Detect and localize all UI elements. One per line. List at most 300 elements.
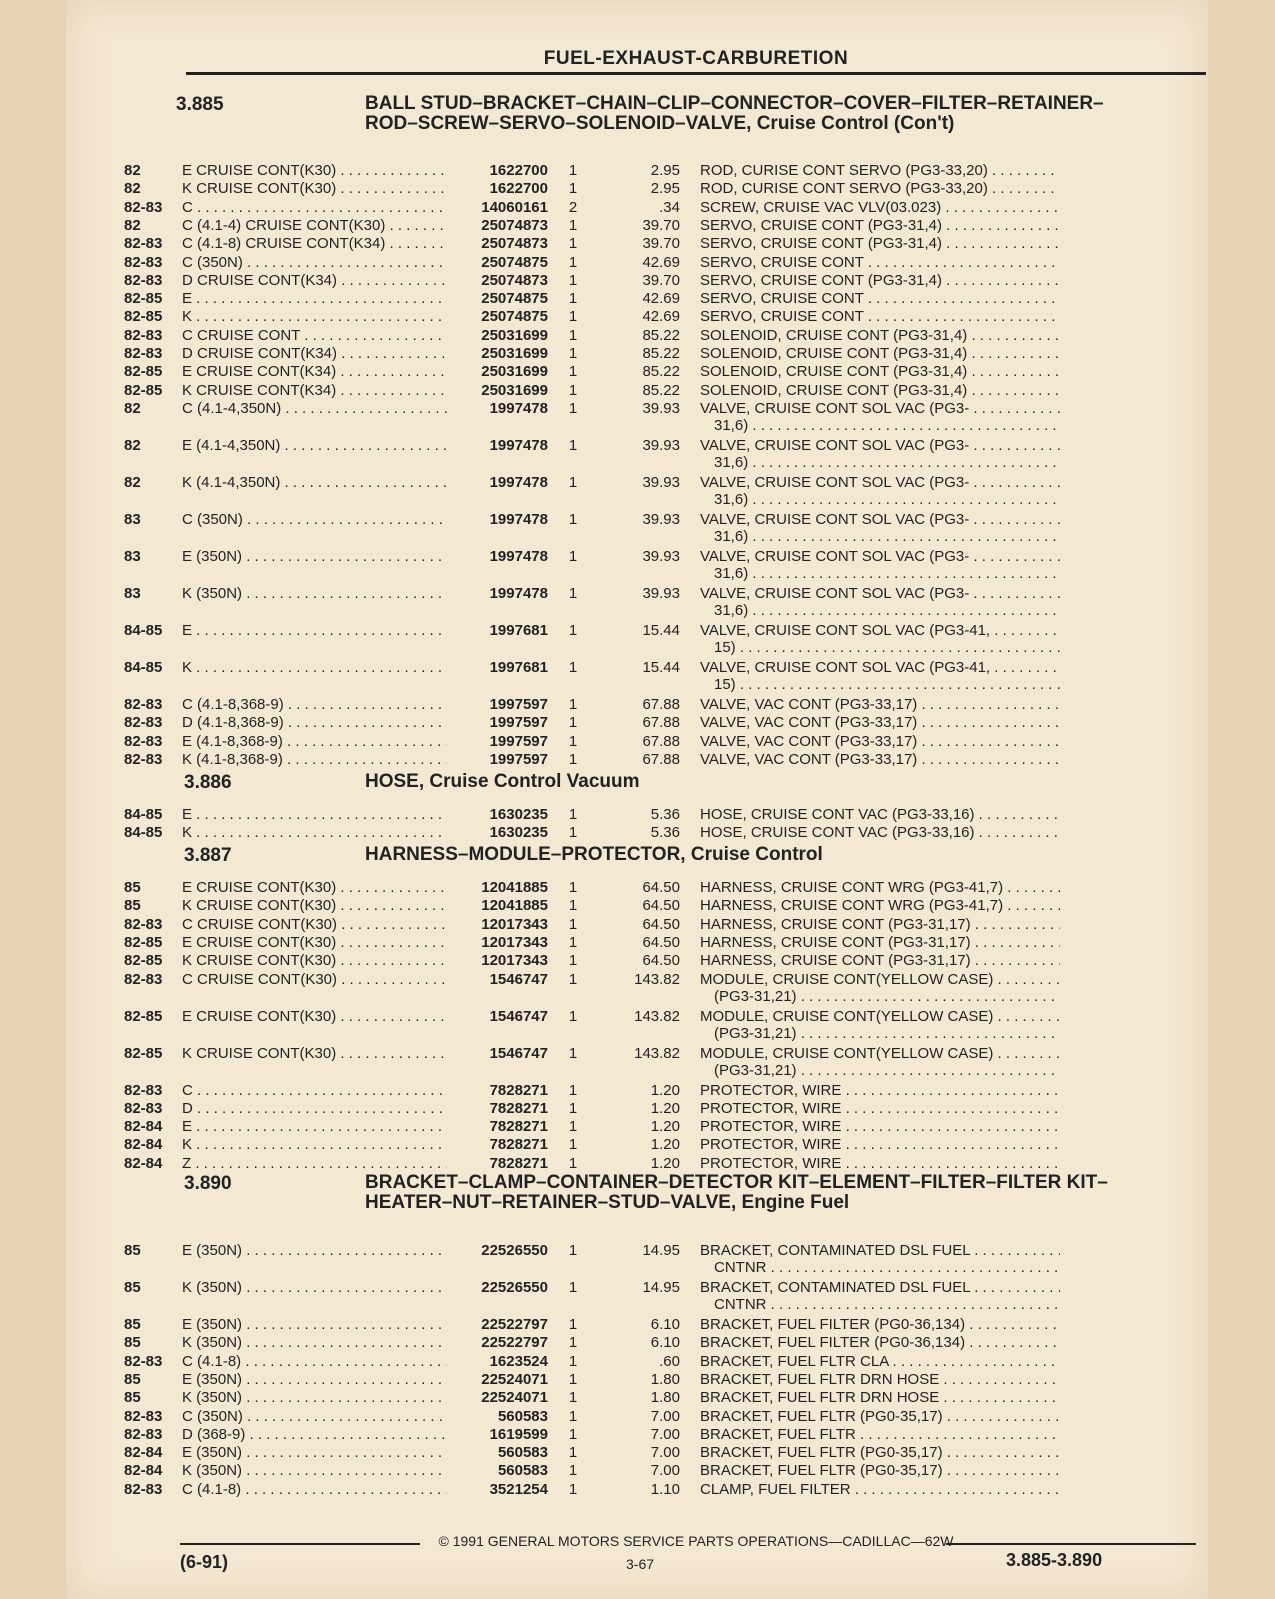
price-cell: 39.70 [642,235,680,253]
year-cell: 82-84 [124,1136,163,1154]
year-cell: 84-85 [124,658,163,676]
year-cell: 82-84 [124,1444,163,1462]
model-cell: E (350N) . . . [182,1371,447,1388]
description-continuation: 31,6) . . . [700,528,1060,545]
description-line: HARNESS, CRUISE CONT (PG3-31,17) . . . [700,934,1060,951]
part-number-cell: 560583 [497,1407,548,1425]
price-cell: 64.50 [642,952,680,970]
description-line: HARNESS, CRUISE CONT (PG3-31,17) . . . [700,916,1060,933]
price-cell: 67.88 [642,732,680,750]
description-cell [700,1371,1060,1388]
quantity-cell: 2 [568,198,578,216]
year-cell: 85 [124,1316,141,1333]
model-cell: K CRUISE CONT(K34) . . . [182,382,447,399]
model-cell: E (4.1-8,368-9) . . . [182,733,447,750]
model-cell: D CRUISE CONT(K34) . . . [182,272,447,289]
description-continuation: (PG3-31,21) . . . [700,1062,1060,1079]
part-number-cell: 25074873 [481,271,548,289]
description-line: VALVE, CRUISE CONT SOL VAC (PG3- . . . [700,437,1060,454]
part-number-cell: 25031699 [481,381,548,399]
price-cell: 143.82 [634,970,680,988]
price-cell: 14.95 [642,1242,680,1259]
part-row [0,952,1142,970]
part-row [0,751,1142,769]
year-cell: 82 [124,162,141,179]
part-number-cell: 1997597 [489,714,548,732]
quantity-cell: 1 [568,510,578,528]
part-row [0,1316,1142,1334]
description-line: VALVE, CRUISE CONT SOL VAC (PG3- . . . [700,474,1060,491]
model-cell: K CRUISE CONT(K30) . . . [182,897,447,914]
part-row [0,696,1142,714]
part-row [0,584,1142,619]
description-line: VALVE, CRUISE CONT SOL VAC (PG3-41, . . . [700,622,1060,639]
description-line: SOLENOID, CRUISE CONT (PG3-31,4) . . . [700,382,1060,399]
part-row [0,547,1142,582]
description-line: SERVO, CRUISE CONT . . . [700,290,1060,307]
part-row [0,824,1142,842]
part-number-cell: 22524071 [481,1389,548,1407]
quantity-cell: 1 [568,162,578,179]
description-line: VALVE, VAC CONT (PG3-33,17) . . . [700,751,1060,768]
part-row [0,327,1142,345]
description-continuation: 31,6) . . . [700,565,1060,582]
description-line: HOSE, CRUISE CONT VAC (PG3-33,16) . . . [700,806,1060,823]
quantity-cell: 1 [568,1407,578,1425]
description-cell [700,1481,1060,1498]
model-cell: C (350N) . . . [182,1408,447,1425]
model-cell: C (4.1-4) CRUISE CONT(K30) . . . [182,217,447,234]
description-cell [700,474,1060,508]
part-row [0,1155,1142,1173]
part-row [0,1136,1142,1154]
part-row [0,879,1142,897]
part-number-cell: 1630235 [489,806,548,823]
part-number-cell: 1997681 [489,621,548,639]
description-cell [700,879,1060,896]
quantity-cell: 1 [568,1044,578,1062]
price-cell: 67.88 [642,750,680,768]
description-line: ROD, CURISE CONT SERVO (PG3-33,20) . . . . [700,162,1060,179]
model-cell: C (4.1-8) . . . [182,1481,447,1498]
part-number-cell: 1622700 [489,180,548,198]
quantity-cell: 1 [568,584,578,602]
quantity-cell: 1 [568,915,578,933]
price-cell: 15.44 [642,658,680,676]
part-number-cell: 12017343 [481,933,548,951]
year-cell: 82-85 [124,290,163,308]
part-row [0,1408,1142,1426]
price-cell: 67.88 [642,714,680,732]
year-cell: 82-83 [124,695,163,713]
section-title: BALL STUD–BRACKET–CHAIN–CLIP–CONNECTOR–COVER–FILTER–RETAINER–ROD–SCREW–SERVO–SOLENOID–VALVE, Cruise Control (Con't) [365,93,1104,134]
description-cell [700,824,1060,841]
description-cell [700,1118,1060,1135]
quantity-cell: 1 [568,1081,578,1099]
model-cell: K . . . [182,308,447,325]
part-row [0,916,1142,934]
model-cell: K (350N) . . . [182,1462,447,1479]
year-cell: 82-85 [124,308,163,326]
part-number-cell: 22522797 [481,1316,548,1333]
year-cell: 84-85 [124,621,163,639]
description-line: HARNESS, CRUISE CONT WRG (PG3-41,7) . . . [700,897,1060,914]
price-cell: 1.80 [650,1370,680,1388]
description-cell [700,308,1060,325]
part-number-cell: 22526550 [481,1279,548,1296]
year-cell: 82-83 [124,235,163,253]
part-row [0,290,1142,308]
part-number-cell: 1630235 [489,824,548,842]
description-cell [700,345,1060,362]
model-cell: K . . . [182,659,447,676]
model-cell: E (4.1-4,350N) . . . [182,437,447,454]
price-cell: 85.22 [642,363,680,381]
part-row [0,1007,1142,1042]
part-row [0,733,1142,751]
quantity-cell: 1 [568,750,578,768]
part-row [0,254,1142,272]
model-cell: E CRUISE CONT(K34) . . . [182,363,447,380]
part-row [0,1242,1142,1276]
part-row [0,308,1142,326]
year-cell: 82-83 [124,1081,163,1099]
part-row [0,345,1142,363]
description-cell [700,1462,1060,1479]
quantity-cell: 1 [568,732,578,750]
price-cell: 85.22 [642,381,680,399]
description-cell [700,382,1060,399]
description-line: SCREW, CRUISE VAC VLV(03.023) . . . [700,199,1060,216]
model-cell: C (350N) . . . [182,254,447,271]
description-cell [700,400,1060,434]
model-cell: C (4.1-8,368-9) . . . [182,696,447,713]
year-cell: 82-85 [124,933,163,951]
year-cell: 82-84 [124,1154,163,1172]
quantity-cell: 1 [568,658,578,676]
quantity-cell: 1 [568,621,578,639]
description-continuation: 31,6) . . . [700,417,1060,434]
description-continuation: 15) . . . [700,676,1060,693]
part-number-cell: 25031699 [481,326,548,344]
part-number-cell: 25074875 [481,253,548,271]
description-cell [700,1008,1060,1042]
year-cell: 82-83 [124,253,163,271]
description-cell [700,363,1060,380]
year-cell: 82-85 [124,1044,163,1062]
part-row [0,217,1142,235]
quantity-cell: 1 [568,970,578,988]
part-number-cell: 7828271 [489,1154,548,1172]
description-line: SERVO, CRUISE CONT . . . [700,254,1060,271]
price-cell: .34 [659,198,680,216]
model-cell: K (350N) . . . [182,1334,447,1351]
part-row [0,1444,1142,1462]
model-cell: E (350N) . . . [182,1444,447,1461]
year-cell: 82-84 [124,1118,163,1136]
section-title: BRACKET–CLAMP–CONTAINER–DETECTOR KIT–ELEMENT–FILTER–FILTER KIT–HEATER–NUT–RETAINER–STUD–VALVE, Engine Fuel [365,1172,1108,1213]
year-cell: 82-83 [124,1480,163,1498]
description-cell [700,916,1060,933]
quantity-cell: 1 [568,695,578,713]
part-row [0,436,1142,471]
quantity-cell: 1 [568,952,578,970]
part-number-cell: 1997478 [489,399,548,417]
description-line: VALVE, CRUISE CONT SOL VAC (PG3- . . . [700,548,1060,565]
year-cell: 82-83 [124,1407,163,1425]
model-cell: C (4.1-8) . . . [182,1353,447,1370]
year-cell: 82-83 [124,1352,163,1370]
year-cell: 82-83 [124,198,163,216]
year-cell: 85 [124,1279,141,1296]
description-cell [700,199,1060,216]
part-number-cell: 1546747 [489,1044,548,1062]
price-cell: 39.93 [642,399,680,417]
description-cell [700,714,1060,731]
part-number-cell: 25074873 [481,216,548,234]
part-row [0,621,1142,656]
description-continuation: 31,6) . . . [700,491,1060,508]
quantity-cell: 1 [568,473,578,491]
model-cell: D (4.1-8,368-9) . . . [182,714,447,731]
catalog-page [66,0,1208,1599]
part-number-cell: 22526550 [481,1242,548,1259]
part-number-cell: 12041885 [481,897,548,915]
price-cell: 64.50 [642,879,680,896]
price-cell: 2.95 [650,162,680,179]
model-cell: E (350N) . . . [182,1316,447,1333]
part-number-cell: 1622700 [489,162,548,179]
part-row [0,714,1142,732]
model-cell: C (4.1-4,350N) . . . [182,400,447,417]
price-cell: 39.93 [642,510,680,528]
quantity-cell: 1 [568,381,578,399]
part-number-cell: 1997478 [489,584,548,602]
description-line: PROTECTOR, WIRE . . . [700,1136,1060,1153]
description-line: PROTECTOR, WIRE . . . [700,1100,1060,1117]
description-cell [700,1045,1060,1079]
model-cell: Z . . . [182,1155,447,1172]
year-cell: 82-83 [124,970,163,988]
year-cell: 82 [124,399,141,417]
price-cell: 64.50 [642,933,680,951]
year-cell: 82-83 [124,714,163,732]
price-cell: 1.20 [650,1099,680,1117]
quantity-cell: 1 [568,1425,578,1443]
part-row [0,1334,1142,1352]
price-cell: 39.70 [642,271,680,289]
price-cell: 1.20 [650,1154,680,1172]
description-line: BRACKET, FUEL FLTR . . . [700,1426,1060,1443]
description-line: PROTECTOR, WIRE . . . [700,1118,1060,1135]
part-number-cell: 1623524 [489,1352,548,1370]
price-cell: 64.50 [642,915,680,933]
part-row [0,272,1142,290]
model-cell: E (350N) . . . [182,1242,447,1259]
part-number-cell: 1997597 [489,732,548,750]
quantity-cell: 1 [568,399,578,417]
description-continuation: (PG3-31,21) . . . [700,1025,1060,1042]
description-cell [700,327,1060,344]
price-cell: 143.82 [634,1007,680,1025]
part-number-cell: 560583 [497,1462,548,1480]
quantity-cell: 1 [568,436,578,454]
part-number-cell: 1619599 [489,1425,548,1443]
model-cell: K (4.1-4,350N) . . . [182,474,447,491]
part-row [0,1082,1142,1100]
description-line: PROTECTOR, WIRE . . . [700,1155,1060,1172]
page-header: FUEL-EXHAUST-CARBURETION [543,48,849,69]
year-cell: 84-85 [124,806,163,823]
description-cell [700,733,1060,750]
model-cell: D (368-9) . . . [182,1426,447,1443]
price-cell: 143.82 [634,1044,680,1062]
description-cell [700,897,1060,914]
section-title: HARNESS–MODULE–PROTECTOR, Cruise Control [365,844,823,865]
model-cell: E CRUISE CONT(K30) . . . [182,879,447,896]
quantity-cell: 1 [568,1389,578,1407]
part-row [0,1100,1142,1118]
part-number-cell: 7828271 [489,1099,548,1117]
part-row [0,510,1142,545]
quantity-cell: 1 [568,1480,578,1498]
part-row [0,1118,1142,1136]
part-row [0,382,1142,400]
quantity-cell: 1 [568,806,578,823]
description-line: VALVE, CRUISE CONT SOL VAC (PG3- . . . [700,585,1060,602]
model-cell: C CRUISE CONT(K30) . . . [182,916,447,933]
price-cell: 7.00 [650,1425,680,1443]
quantity-cell: 1 [568,879,578,896]
year-cell: 82-83 [124,1425,163,1443]
part-number-cell: 1997478 [489,510,548,528]
description-line: BRACKET, CONTAMINATED DSL FUEL . . . [700,1242,1060,1259]
price-cell: 1.10 [650,1480,680,1498]
quantity-cell: 1 [568,933,578,951]
description-cell [700,548,1060,582]
model-cell: E . . . [182,806,447,823]
year-cell: 82-84 [124,1462,163,1480]
part-row [0,1279,1142,1313]
price-cell: 1.20 [650,1136,680,1154]
part-number-cell: 12017343 [481,952,548,970]
description-line: HOSE, CRUISE CONT VAC (PG3-33,16) . . . [700,824,1060,841]
year-cell: 85 [124,1370,141,1388]
description-line: ROD, CURISE CONT SERVO (PG3-33,20) . . . . [700,180,1060,197]
description-cell [700,934,1060,951]
section-number: 3.885 [176,94,224,115]
footer-page-number: 3-67 [626,1556,655,1572]
model-cell: C (350N) . . . [182,511,447,528]
price-cell: 64.50 [642,897,680,915]
description-cell [700,162,1060,179]
quantity-cell: 1 [568,1370,578,1388]
part-row [0,473,1142,508]
part-row [0,1462,1142,1480]
description-cell [700,290,1060,307]
quantity-cell: 1 [568,547,578,565]
quantity-cell: 1 [568,180,578,198]
description-line: BRACKET, FUEL FLTR DRN HOSE . . . [700,1371,1060,1388]
description-line: VALVE, VAC CONT (PG3-33,17) . . . [700,733,1060,750]
year-cell: 82 [124,180,141,198]
price-cell: .60 [659,1352,680,1370]
year-cell: 85 [124,879,141,896]
part-number-cell: 560583 [497,1444,548,1462]
part-row [0,199,1142,217]
model-cell: E CRUISE CONT(K30) . . . [182,162,447,179]
part-number-cell: 1997478 [489,436,548,454]
price-cell: 1.20 [650,1081,680,1099]
quantity-cell: 1 [568,345,578,362]
description-cell [700,1334,1060,1351]
description-line: SERVO, CRUISE CONT (PG3-31,4) . . . [700,235,1060,252]
model-cell: C . . . [182,1082,447,1099]
part-number-cell: 1546747 [489,1007,548,1025]
description-line: MODULE, CRUISE CONT(YELLOW CASE) . . . [700,971,1060,988]
description-cell [700,1279,1060,1313]
description-cell [700,1100,1060,1117]
description-line: VALVE, CRUISE CONT SOL VAC (PG3-41, . . . [700,659,1060,676]
part-number-cell: 12041885 [481,879,548,896]
year-cell: 85 [124,897,141,915]
part-row [0,658,1142,693]
part-number-cell: 1997597 [489,750,548,768]
year-cell: 82-83 [124,915,163,933]
part-number-cell: 25031699 [481,345,548,362]
price-cell: 39.93 [642,584,680,602]
description-cell [700,235,1060,252]
year-cell: 85 [124,1242,141,1259]
description-continuation: CNTNR . . . [700,1259,1060,1276]
part-number-cell: 25031699 [481,363,548,381]
description-cell [700,1082,1060,1099]
price-cell: 39.70 [642,216,680,234]
quantity-cell: 1 [568,1279,578,1296]
quantity-cell: 1 [568,1099,578,1117]
quantity-cell: 1 [568,714,578,732]
price-cell: 2.95 [650,180,680,198]
description-line: HARNESS, CRUISE CONT WRG (PG3-41,7) . . . [700,879,1060,896]
part-row [0,970,1142,1005]
year-cell: 82 [124,473,141,491]
price-cell: 5.36 [650,806,680,823]
part-row [0,235,1142,253]
description-cell [700,1426,1060,1443]
description-cell [700,696,1060,713]
part-number-cell: 1997597 [489,695,548,713]
part-number-cell: 3521254 [489,1480,548,1498]
part-row [0,1353,1142,1371]
quantity-cell: 1 [568,1242,578,1259]
year-cell: 82-85 [124,381,163,399]
description-cell [700,254,1060,271]
model-cell: K (350N) . . . [182,1389,447,1406]
year-cell: 82-85 [124,1007,163,1025]
description-cell [700,971,1060,1005]
description-cell [700,622,1060,656]
model-cell: D . . . [182,1100,447,1117]
description-cell [700,1389,1060,1406]
description-line: BRACKET, FUEL FLTR DRN HOSE . . . [700,1389,1060,1406]
description-line: VALVE, CRUISE CONT SOL VAC (PG3- . . . [700,511,1060,528]
description-line: PROTECTOR, WIRE . . . [700,1082,1060,1099]
model-cell: E . . . [182,290,447,307]
part-number-cell: 12017343 [481,915,548,933]
description-continuation: 15) . . . [700,639,1060,656]
description-cell [700,217,1060,234]
part-number-cell: 1997478 [489,473,548,491]
